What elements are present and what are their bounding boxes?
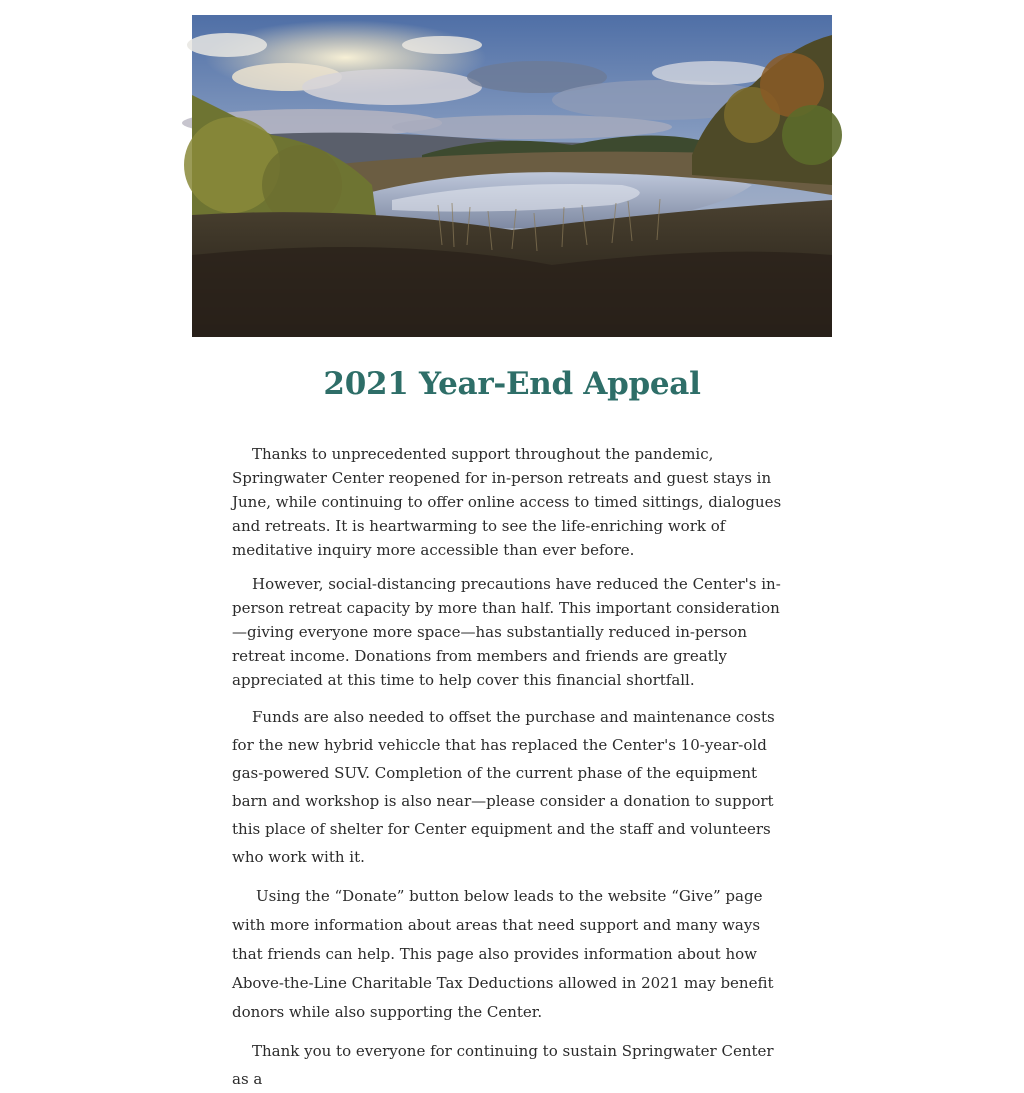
appeal-paragraph: Thanks to unprecedented support throughout the pandemic, Springwater Center reopened for in-person retreats and guest stays in June, while continuing to offer online access to timed sittings, dialogues and retreats. It is heartwarming to see the life-enriching work of meditative inquiry more accessible than ever before.	[232, 445, 782, 559]
page-title: 2021 Year-End Appeal	[323, 366, 701, 402]
appeal-body	[232, 442, 790, 1093]
appeal-paragraph: Thank you to everyone for continuing to sustain Springwater Center as a	[232, 1042, 774, 1088]
hero-landscape-image	[192, 15, 832, 337]
appeal-paragraph: However, social-distancing precautions have reduced the Center's in-person retreat capacity by more than half. This important consideration—giving everyone more space—has substantially reduced in-person retreat income. Donations from members and friends are greatly appreciated at this time to help cover this financial shortfall.	[232, 575, 781, 689]
appeal-paragraph: Funds are also needed to offset the purchase and maintenance costs for the new hybrid vehiccle that has replaced the Center's 10-year-old gas-powered SUV. Completion of the current phase of the equipment barn and workshop is also near—please consider a donation to support this place of shelter for Center equipment and the staff and volunteers who work with it.	[232, 708, 775, 866]
appeal-paragraph: Using the “Donate” button below leads to the website “Give” page with more information about areas that need support and many ways that friends can help. This page also provides information about how Above-the-Line Charitable Tax Deductions allowed in 2021 may benefit donors while also supporting the Center.	[232, 887, 774, 1021]
